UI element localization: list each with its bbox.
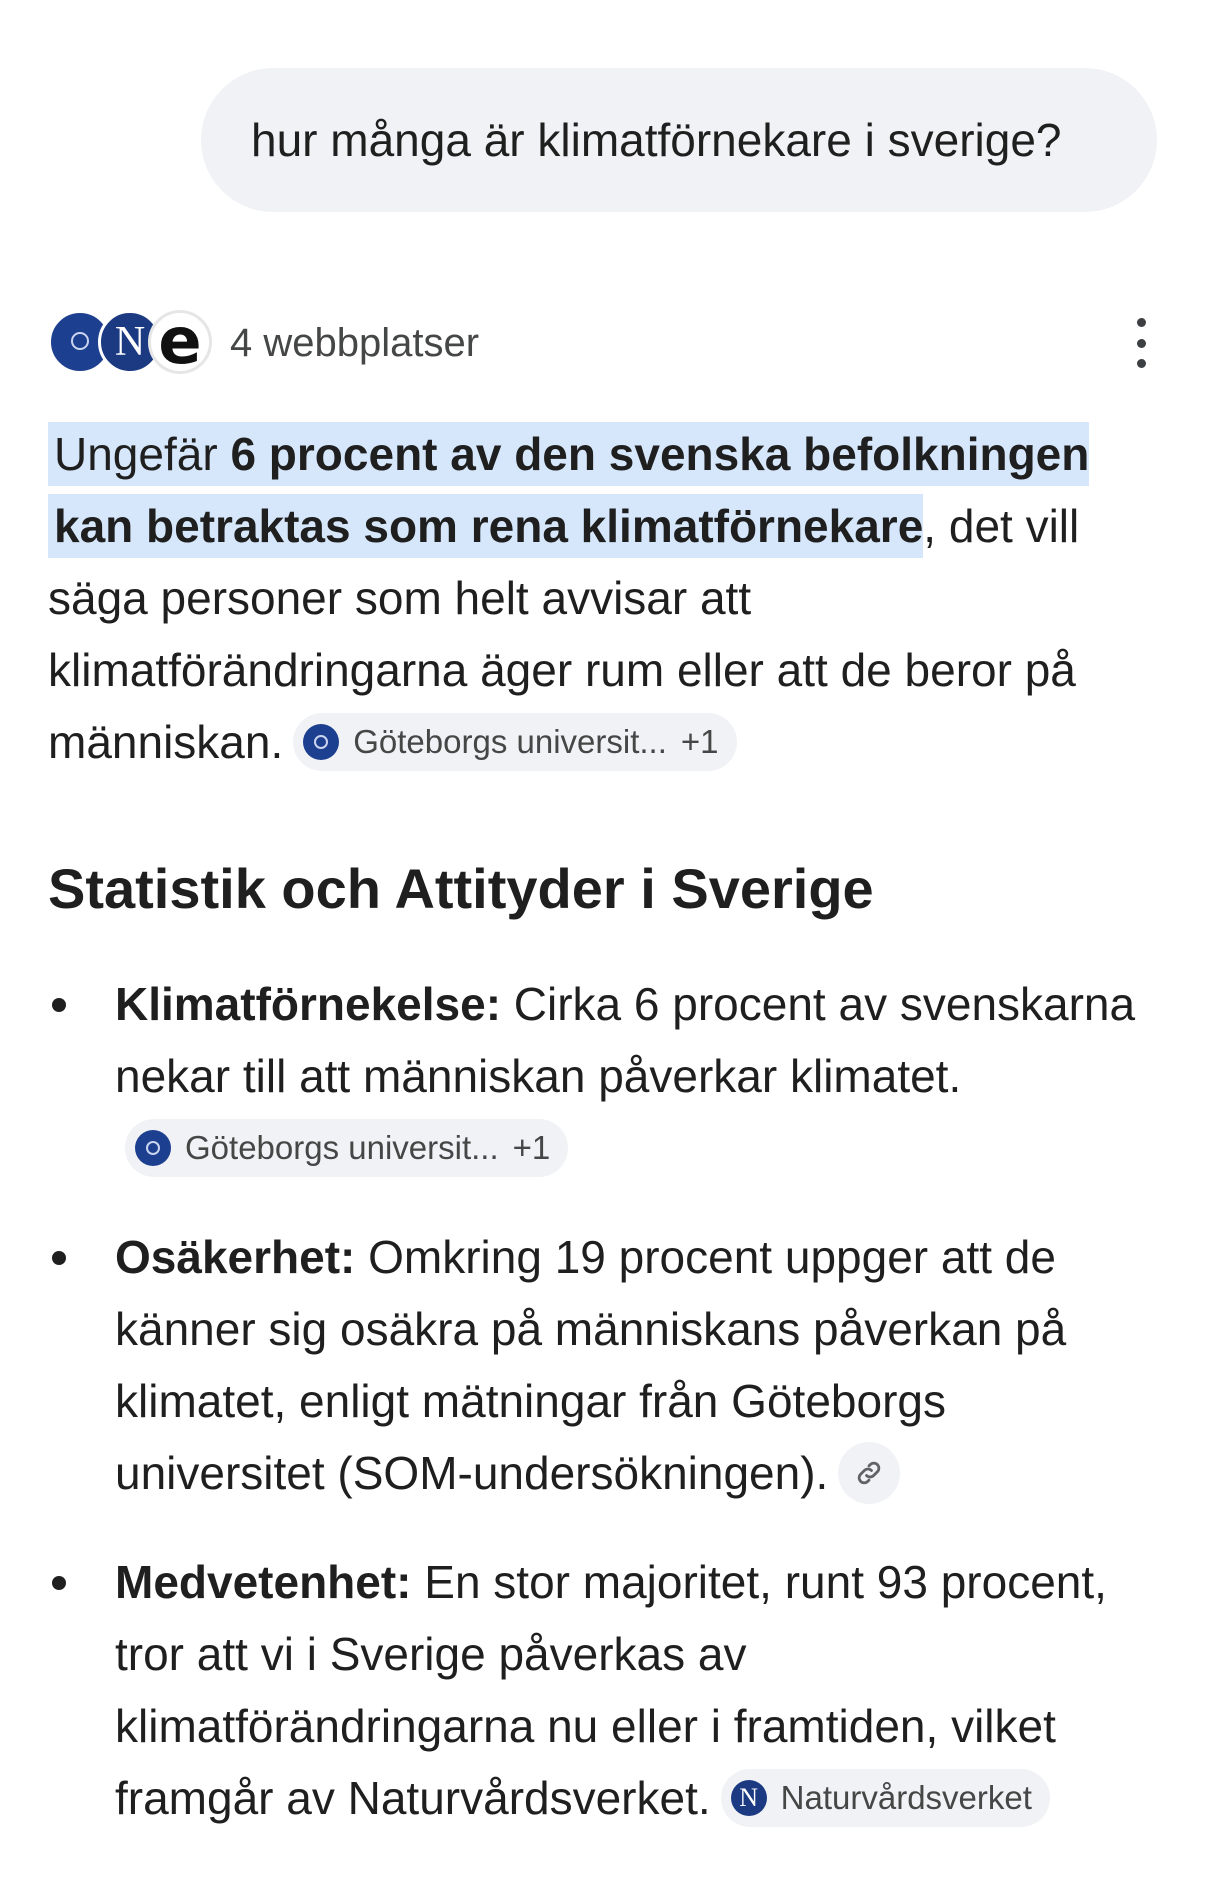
- source-chip-goteborgs-universitet[interactable]: Göteborgs universit... +1: [293, 713, 736, 771]
- answer-paragraph: Ungefär 6 procent av den svenska befolkningen kan betraktas som rena klimatförnekare, det vill säga personer som helt avvisar att klimatförändringarna äger rum eller att de beror på människan. Göteborgs universit... +1: [48, 418, 1158, 778]
- bullet-icon: [52, 1251, 66, 1265]
- link-icon[interactable]: [838, 1442, 900, 1504]
- naturvardsverket-favicon-icon: N: [98, 310, 162, 374]
- list-item: Klimatförnekelse: Cirka 6 procent av svenskarna nekar till att människan påverkar klimatet. Göteborgs universit... +1: [0, 968, 1206, 1184]
- sources-count-label[interactable]: 4 webbplatser: [230, 320, 480, 365]
- goteborgs-universitet-icon: [303, 724, 339, 760]
- bullet-icon: [52, 998, 66, 1012]
- user-query-text: hur många är klimatförnekare i sverige?: [251, 114, 1062, 166]
- more-options-icon[interactable]: [1126, 318, 1156, 368]
- source-chip-goteborgs-universitet[interactable]: Göteborgs universit... +1: [125, 1119, 568, 1177]
- bullet-icon: [52, 1576, 66, 1590]
- list-item: Osäkerhet: Omkring 19 procent uppger att de känner sig osäkra på människans påverkan på klimatet, enligt mätningar från Göteborgs universitet (SOM-undersökningen).: [0, 1221, 1206, 1509]
- statistics-list: [0, 968, 1206, 1871]
- source-favicons[interactable]: [48, 305, 216, 379]
- user-query-bubble: [201, 68, 1157, 212]
- sources-row[interactable]: [48, 305, 1158, 379]
- source-chip-naturvardsverket[interactable]: N Naturvårdsverket: [721, 1769, 1050, 1827]
- section-title: Statistik och Attityder i Sverige: [48, 857, 874, 920]
- highlighted-answer[interactable]: Ungefär 6 procent av den svenska befolkningen kan betraktas som rena klimatförnekare: [48, 422, 1089, 558]
- list-item: Medvetenhet: En stor majoritet, runt 93 procent, tror att vi i Sverige påverkas av klimatförändringarna nu eller i framtiden, vilket framgår av Naturvårdsverket. N Naturvårdsverket: [0, 1546, 1206, 1834]
- goteborgs-universitet-icon: [135, 1130, 171, 1166]
- naturvardsverket-icon: N: [731, 1780, 767, 1816]
- ne-favicon-icon: e: [148, 310, 212, 374]
